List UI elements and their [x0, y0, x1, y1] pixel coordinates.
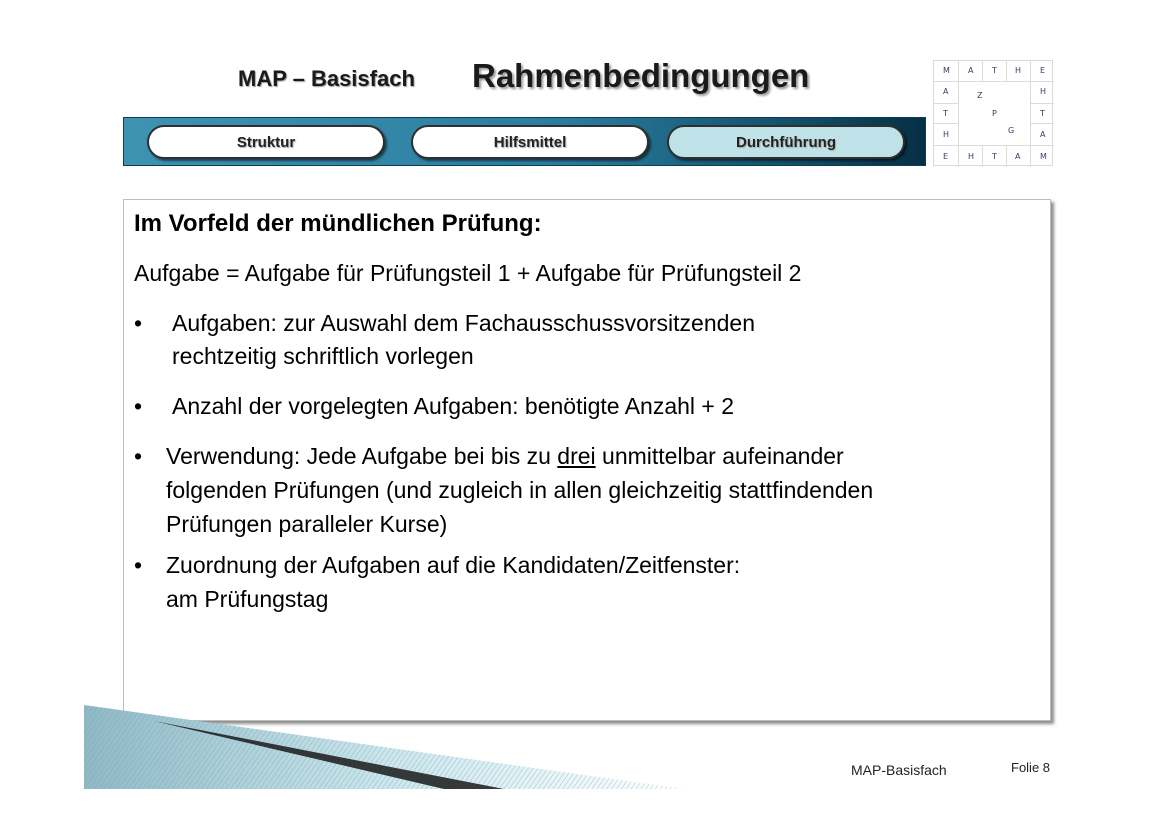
logo-letter: T [992, 152, 997, 161]
decorative-corner-graphic [84, 705, 684, 789]
bullet-text: Anzahl der vorgelegten Aufgaben: benötigte Anzahl + 2 [172, 393, 735, 419]
bullet-item [134, 390, 1034, 425]
logo-letter: T [992, 66, 997, 75]
presentation-subtitle: MAP – Basisfach [238, 66, 415, 91]
bullet-dot: • [134, 552, 143, 578]
bullet-text: Aufgaben: zur Auswahl dem Fachausschussvorsitzenden [172, 310, 755, 336]
content-heading: Im Vorfeld der mündlichen Prüfung: [134, 210, 542, 237]
logo-letter: H [943, 130, 950, 139]
bullet-text-part: unmittelbar aufeinander [595, 443, 844, 469]
logo-letter: T [1040, 109, 1045, 118]
bullet-text [166, 440, 844, 473]
logo-letter: E [1040, 66, 1046, 75]
bullet-text-part: Verwendung: Jede Aufgabe bei bis zu [166, 443, 558, 469]
logo-letter: P [992, 109, 997, 118]
bullet-text: folgenden Prüfungen (und zugleich in allen gleichzeitig stattfindenden [166, 477, 874, 503]
tab-navigation-bar [123, 117, 926, 166]
slide-number: Folie 8 [1011, 760, 1051, 775]
content-box [123, 199, 1051, 721]
logo-letter: E [943, 152, 949, 161]
logo-letter: A [1015, 152, 1021, 161]
tab-durchfuehrung[interactable]: Durchführung [667, 125, 905, 159]
underlined-word: drei [557, 443, 596, 469]
logo-letter: A [943, 87, 949, 96]
bullet-item [134, 440, 1044, 540]
footer-course-name: MAP-Basisfach [851, 762, 947, 778]
tab-struktur[interactable]: Struktur [147, 125, 385, 159]
logo-letter: A [968, 66, 974, 75]
bullet-text: am Prüfungstag [166, 586, 329, 612]
content-intro: Aufgabe = Aufgabe für Prüfungsteil 1 + Aufgabe für Prüfungsteil 2 [134, 260, 802, 286]
logo-letter: G [1008, 126, 1015, 135]
logo-letter: H [968, 152, 975, 161]
logo-letter: H [1015, 66, 1022, 75]
bullet-item [134, 307, 1034, 377]
bullet-text: Zuordnung der Aufgaben auf die Kandidaten/Zeitfenster: [166, 552, 741, 578]
bullet-item [134, 549, 1034, 619]
slide-title: Rahmenbedingungen [472, 57, 810, 94]
bullet-text: Prüfungen paralleler Kurse) [166, 511, 448, 537]
logo-letter: T [943, 109, 948, 118]
logo-letter: A [1040, 130, 1046, 139]
bullet-dot: • [134, 393, 143, 419]
logo-letter: Z [977, 91, 983, 100]
tab-hilfsmittel[interactable]: Hilfsmittel [411, 125, 649, 159]
logo-letter: H [1040, 87, 1047, 96]
logo-letter: M [943, 66, 950, 75]
logo-letter: M [1040, 152, 1047, 161]
bullet-text: rechtzeitig schriftlich vorlegen [172, 343, 474, 369]
bullet-dot: • [134, 310, 143, 336]
math-logo-grid [933, 60, 1053, 166]
bullet-dot: • [134, 443, 143, 469]
